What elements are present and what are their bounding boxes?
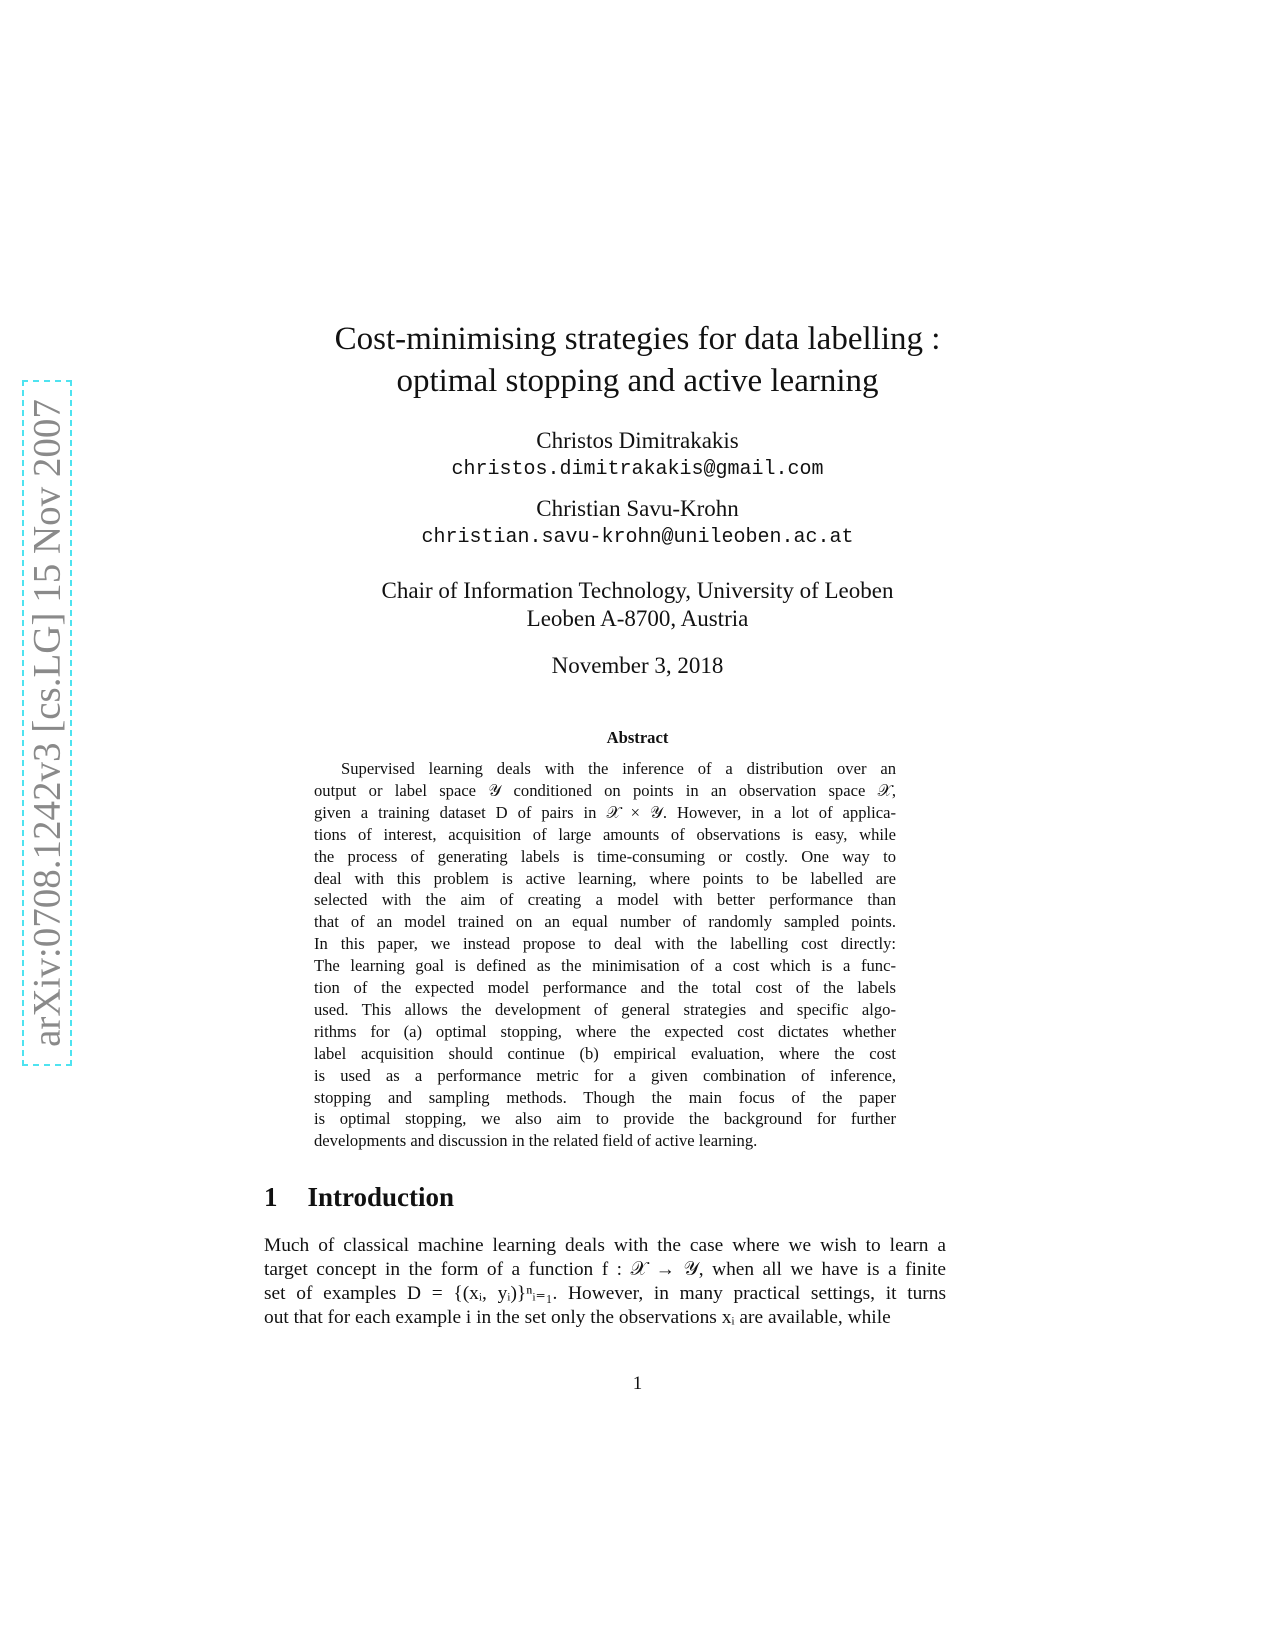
author-name: Christian Savu-Krohn bbox=[536, 496, 739, 521]
abstract-heading: Abstract bbox=[606, 728, 669, 747]
paper-title bbox=[0, 318, 1275, 402]
text-line: stopping and sampling methods. Though the main focus of the paper bbox=[314, 1087, 896, 1107]
text-line: used. This allows the development of general strategies and specific algo- bbox=[314, 999, 896, 1019]
title-line-1: Cost-minimising strategies for data labelling : bbox=[334, 321, 941, 357]
affiliation-line: Chair of Information Technology, University of Leoben bbox=[381, 578, 894, 603]
text-line: developments and discussion in the related field of active learning. bbox=[314, 1131, 758, 1151]
author-email: christos.dimitrakakis@gmail.com bbox=[451, 458, 824, 481]
text-line: out that for each example i in the set only the observations xᵢ are available, while bbox=[264, 1307, 891, 1328]
text-line: Supervised learning deals with the inference of a distribution over an bbox=[341, 759, 896, 778]
title-line-2: optimal stopping and active learning bbox=[396, 363, 879, 399]
section-number: 1 bbox=[264, 1182, 278, 1212]
section-heading bbox=[264, 1182, 454, 1213]
text-line: selected with the aim of creating a model with better performance than bbox=[314, 890, 896, 910]
paper-date: November 3, 2018 bbox=[551, 653, 724, 678]
author-email: christian.savu-krohn@unileoben.ac.at bbox=[421, 526, 854, 549]
arxiv-stamp bbox=[22, 380, 72, 1066]
text-line: deal with this problem is active learning, where points to be labelled are bbox=[314, 868, 896, 888]
page-number: 1 bbox=[632, 1373, 643, 1394]
text-line: given a training dataset D of pairs in 𝒳 × 𝒴. However, in a lot of applica- bbox=[314, 802, 896, 822]
text-line: rithms for (a) optimal stopping, where the expected cost dictates whether bbox=[314, 1021, 896, 1041]
text-line: label acquisition should continue (b) empirical evaluation, where the cost bbox=[314, 1043, 896, 1063]
text-line: is used as a performance metric for a given combination of inference, bbox=[314, 1065, 896, 1085]
text-line: the process of generating labels is time-consuming or costly. One way to bbox=[314, 846, 896, 866]
text-line: output or label space 𝒴 conditioned on points in an observation space 𝒳, bbox=[314, 780, 896, 800]
text-line: is optimal stopping, we also aim to provide the background for further bbox=[314, 1109, 896, 1129]
section-title: Introduction bbox=[307, 1182, 455, 1212]
text-line: In this paper, we instead propose to deal with the labelling cost directly: bbox=[314, 934, 896, 954]
text-line: tion of the expected model performance and the total cost of the labels bbox=[314, 978, 896, 997]
text-line: set of examples D = {(xᵢ, yᵢ)}ⁿᵢ₌₁. However, in many practical settings, it turns bbox=[264, 1283, 946, 1304]
text-line: The learning goal is defined as the minimisation of a cost which is a func- bbox=[314, 956, 896, 976]
arxiv-identifier: arXiv:0708.1242v3 [cs.LG] 15 Nov 2007 bbox=[25, 399, 69, 1047]
text-line: Much of classical machine learning deals with the case where we wish to learn a bbox=[264, 1235, 946, 1256]
affiliation-line: Leoben A-8700, Austria bbox=[526, 606, 749, 631]
author-name: Christos Dimitrakakis bbox=[536, 428, 739, 453]
text-line: that of an model trained on an equal number of randomly sampled points. bbox=[314, 912, 896, 932]
text-line: target concept in the form of a function f : 𝒳 → 𝒴, when all we have is a finite bbox=[264, 1259, 946, 1280]
text-line: tions of interest, acquisition of large amounts of observations is easy, while bbox=[314, 824, 896, 844]
